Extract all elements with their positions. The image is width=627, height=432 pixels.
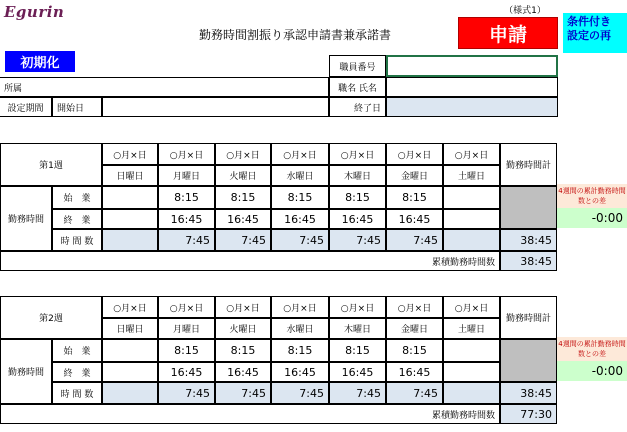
end-time-cell[interactable]	[443, 209, 500, 229]
start-time-cell[interactable]	[102, 186, 158, 209]
day-name-header: 木曜日	[329, 318, 386, 339]
day-name-header: 月曜日	[158, 165, 215, 186]
diff-note: 4週間の累計勤務時間数との差	[557, 337, 627, 361]
start-time-cell[interactable]: 8:15	[386, 186, 443, 209]
diff-value: -0:00	[557, 208, 627, 228]
conditional-settings-button[interactable]: 条件付き 設定の再	[563, 13, 627, 53]
cumulative-value: 38:45	[500, 251, 557, 271]
day-name-header: 木曜日	[329, 165, 386, 186]
position-name-input[interactable]	[386, 77, 558, 97]
hours-cell: 7:45	[271, 382, 329, 404]
start-time-cell[interactable]: 8:15	[215, 339, 271, 362]
hours-cell: 7:45	[158, 229, 215, 251]
day-date-header: ○月×日	[386, 296, 443, 318]
employee-no-label: 職員番号	[329, 55, 386, 77]
total-hours-blank	[500, 186, 557, 229]
end-label: 終 業	[52, 362, 102, 382]
cumulative-label: 累積勤務時間数	[0, 251, 500, 271]
day-date-header: ○月×日	[271, 296, 329, 318]
end-time-cell[interactable]: 16:45	[329, 362, 386, 382]
hours-cell: 7:45	[158, 382, 215, 404]
hours-cell	[443, 382, 500, 404]
end-time-cell[interactable]: 16:45	[158, 362, 215, 382]
period-label: 設定期間	[0, 97, 52, 117]
day-name-header: 日曜日	[102, 318, 158, 339]
hours-cell: 7:45	[329, 382, 386, 404]
hours-cell: 7:45	[271, 229, 329, 251]
hours-cell: 7:45	[386, 382, 443, 404]
start-label: 始 業	[52, 339, 102, 362]
hours-cell	[102, 382, 158, 404]
hours-cell	[443, 229, 500, 251]
day-name-header: 火曜日	[215, 318, 271, 339]
day-date-header: ○月×日	[215, 296, 271, 318]
form-number: （様式1）	[504, 6, 546, 16]
total-hours-header: 勤務時間計	[500, 143, 557, 186]
end-time-cell[interactable]: 16:45	[386, 362, 443, 382]
hours-cell: 7:45	[329, 229, 386, 251]
week-label: 第2週	[0, 296, 102, 339]
total-hours-value: 38:45	[500, 229, 557, 251]
day-date-header: ○月×日	[158, 296, 215, 318]
day-name-header: 水曜日	[271, 318, 329, 339]
day-date-header: ○月×日	[158, 143, 215, 165]
start-time-cell[interactable]: 8:15	[329, 339, 386, 362]
end-date-label: 終了日	[329, 97, 386, 117]
end-time-cell[interactable]	[102, 362, 158, 382]
end-time-cell[interactable]: 16:45	[271, 209, 329, 229]
day-date-header: ○月×日	[329, 143, 386, 165]
start-label: 始 業	[52, 186, 102, 209]
hours-label: 時 間 数	[52, 229, 102, 251]
hours-cell	[102, 229, 158, 251]
end-time-cell[interactable]: 16:45	[158, 209, 215, 229]
end-time-cell[interactable]: 16:45	[271, 362, 329, 382]
apply-button[interactable]: 申請	[458, 17, 558, 49]
day-date-header: ○月×日	[271, 143, 329, 165]
hours-label: 時 間 数	[52, 382, 102, 404]
day-name-header: 土曜日	[443, 165, 500, 186]
end-time-cell[interactable]: 16:45	[215, 209, 271, 229]
diff-value: -0:00	[557, 361, 627, 381]
total-hours-value: 38:45	[500, 382, 557, 404]
start-time-cell[interactable]: 8:15	[158, 186, 215, 209]
position-name-label: 職名 氏名	[329, 77, 386, 97]
day-name-header: 金曜日	[386, 318, 443, 339]
day-name-header: 土曜日	[443, 318, 500, 339]
week-label: 第1週	[0, 143, 102, 186]
company-logo: Egurin	[4, 3, 65, 21]
start-time-cell[interactable]	[443, 186, 500, 209]
total-hours-header: 勤務時間計	[500, 296, 557, 339]
end-time-cell[interactable]	[443, 362, 500, 382]
end-time-cell[interactable]: 16:45	[215, 362, 271, 382]
total-hours-blank	[500, 339, 557, 382]
day-date-header: ○月×日	[443, 143, 500, 165]
start-time-cell[interactable]: 8:15	[215, 186, 271, 209]
hours-cell: 7:45	[215, 382, 271, 404]
end-time-cell[interactable]	[102, 209, 158, 229]
day-name-header: 水曜日	[271, 165, 329, 186]
page-title: 勤務時間割振り承認申請書兼承諾書	[198, 28, 391, 42]
end-date-input[interactable]	[386, 97, 558, 117]
start-time-cell[interactable]: 8:15	[271, 339, 329, 362]
affiliation-label: 所属	[0, 77, 329, 97]
cumulative-label: 累積勤務時間数	[0, 404, 500, 424]
day-date-header: ○月×日	[386, 143, 443, 165]
work-time-label: 勤務時間	[0, 186, 52, 251]
day-name-header: 日曜日	[102, 165, 158, 186]
day-name-header: 月曜日	[158, 318, 215, 339]
hours-cell: 7:45	[215, 229, 271, 251]
start-time-cell[interactable]: 8:15	[386, 339, 443, 362]
day-date-header: ○月×日	[443, 296, 500, 318]
start-time-cell[interactable]	[102, 339, 158, 362]
day-date-header: ○月×日	[329, 296, 386, 318]
start-time-cell[interactable]: 8:15	[271, 186, 329, 209]
day-date-header: ○月×日	[102, 143, 158, 165]
start-time-cell[interactable]: 8:15	[158, 339, 215, 362]
day-date-header: ○月×日	[102, 296, 158, 318]
start-date-input[interactable]	[102, 97, 329, 117]
day-name-header: 火曜日	[215, 165, 271, 186]
employee-no-input[interactable]	[386, 55, 558, 77]
end-label: 終 業	[52, 209, 102, 229]
day-name-header: 金曜日	[386, 165, 443, 186]
hours-cell: 7:45	[386, 229, 443, 251]
day-date-header: ○月×日	[215, 143, 271, 165]
start-time-cell[interactable]	[443, 339, 500, 362]
initialize-button[interactable]: 初期化	[5, 51, 75, 72]
cumulative-value: 77:30	[500, 404, 557, 424]
start-time-cell[interactable]: 8:15	[329, 186, 386, 209]
start-date-label: 開始日	[52, 97, 102, 117]
work-time-label: 勤務時間	[0, 339, 52, 404]
end-time-cell[interactable]: 16:45	[329, 209, 386, 229]
diff-note: 4週間の累計勤務時間数との差	[557, 184, 627, 208]
end-time-cell[interactable]: 16:45	[386, 209, 443, 229]
